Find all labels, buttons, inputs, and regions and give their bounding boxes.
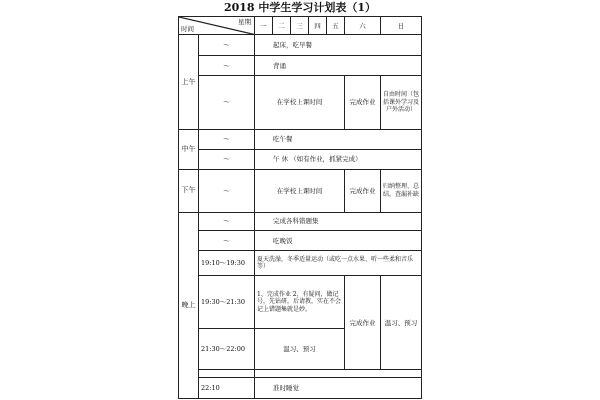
sunday-activity-cell: 温习、预习 — [381, 276, 422, 370]
activity-cell: 1、完成作业 2、有疑问，做记号，先钻研，后请教，实在不会记上错题集就是妙。 — [255, 276, 345, 329]
day-header: 二 — [273, 17, 291, 35]
period-label-morning: 上午 — [179, 35, 199, 129]
time-cell: 19:10～19:30 — [199, 251, 255, 276]
activity-cell: 吃晚饭 — [255, 230, 422, 250]
saturday-activity-cell: 完成作业 — [345, 169, 381, 212]
weekday-activity-cell: 在学校上课时间 — [255, 169, 345, 212]
table-row — [179, 35, 422, 55]
activity-cell — [255, 370, 422, 378]
day-header: 日 — [381, 17, 422, 35]
table-row — [179, 76, 422, 129]
time-cell: ～ — [199, 129, 255, 149]
time-cell: ～ — [199, 169, 255, 212]
time-cell: 19:30～21:30 — [199, 276, 255, 329]
corner-header-cell — [179, 17, 255, 35]
time-cell: ～ — [199, 55, 255, 75]
period-label-noon: 中午 — [179, 129, 199, 169]
table-row — [179, 129, 422, 149]
saturday-activity-cell: 完成作业 — [345, 276, 381, 370]
table-row — [179, 212, 422, 230]
day-header: 三 — [291, 17, 309, 35]
page-title: 2018 中学生学习计划表（1） — [223, 1, 377, 14]
day-header: 一 — [255, 17, 273, 35]
corner-day-label: 星期 — [238, 18, 251, 26]
activity-cell: 完成各科错题集 — [255, 212, 422, 230]
time-cell: 21:30～22:00 — [199, 329, 255, 370]
time-cell: ～ — [199, 230, 255, 250]
study-plan-table — [178, 16, 422, 399]
table-row — [179, 251, 422, 276]
table-row — [179, 370, 422, 378]
period-label-evening: 晚上 — [179, 212, 199, 398]
activity-cell: 温习、预习 — [255, 329, 345, 370]
time-cell — [199, 370, 255, 378]
activity-cell: 吃午餐 — [255, 129, 422, 149]
activity-cell: 准时睡觉 — [255, 378, 422, 399]
activity-cell: 起床，吃早餐 — [255, 35, 422, 55]
table-row — [179, 276, 422, 329]
time-cell: ～ — [199, 76, 255, 129]
table-row — [179, 55, 422, 75]
day-header: 六 — [345, 17, 381, 35]
table-row — [179, 150, 422, 169]
table-row — [179, 169, 422, 212]
time-cell: ～ — [199, 212, 255, 230]
weekday-activity-cell: 在学校上课时间 — [255, 76, 345, 129]
sunday-activity-cell: 归纳整理、总结，查漏补缺 — [381, 169, 422, 212]
period-label-afternoon: 下午 — [179, 169, 199, 212]
activity-cell: 午 休 （如有作业，抓紧完成） — [255, 150, 422, 169]
day-header: 五 — [327, 17, 345, 35]
day-header: 四 — [309, 17, 327, 35]
activity-cell: 夏天洗澡，冬季适量运动（或吃一点水果、听一些柔和音乐等） — [255, 251, 422, 276]
time-cell: ～ — [199, 150, 255, 169]
sunday-activity-cell: 自由时间（包括课外学习及户外活动） — [381, 76, 422, 129]
table-row — [179, 378, 422, 399]
time-cell: ～ — [199, 35, 255, 55]
activity-cell: 背诵 — [255, 55, 422, 75]
table-row — [179, 230, 422, 250]
time-cell: 22:10 — [199, 378, 255, 399]
saturday-activity-cell: 完成作业 — [345, 76, 381, 129]
corner-time-label: 时间 — [181, 25, 194, 34]
header-row — [179, 17, 422, 35]
